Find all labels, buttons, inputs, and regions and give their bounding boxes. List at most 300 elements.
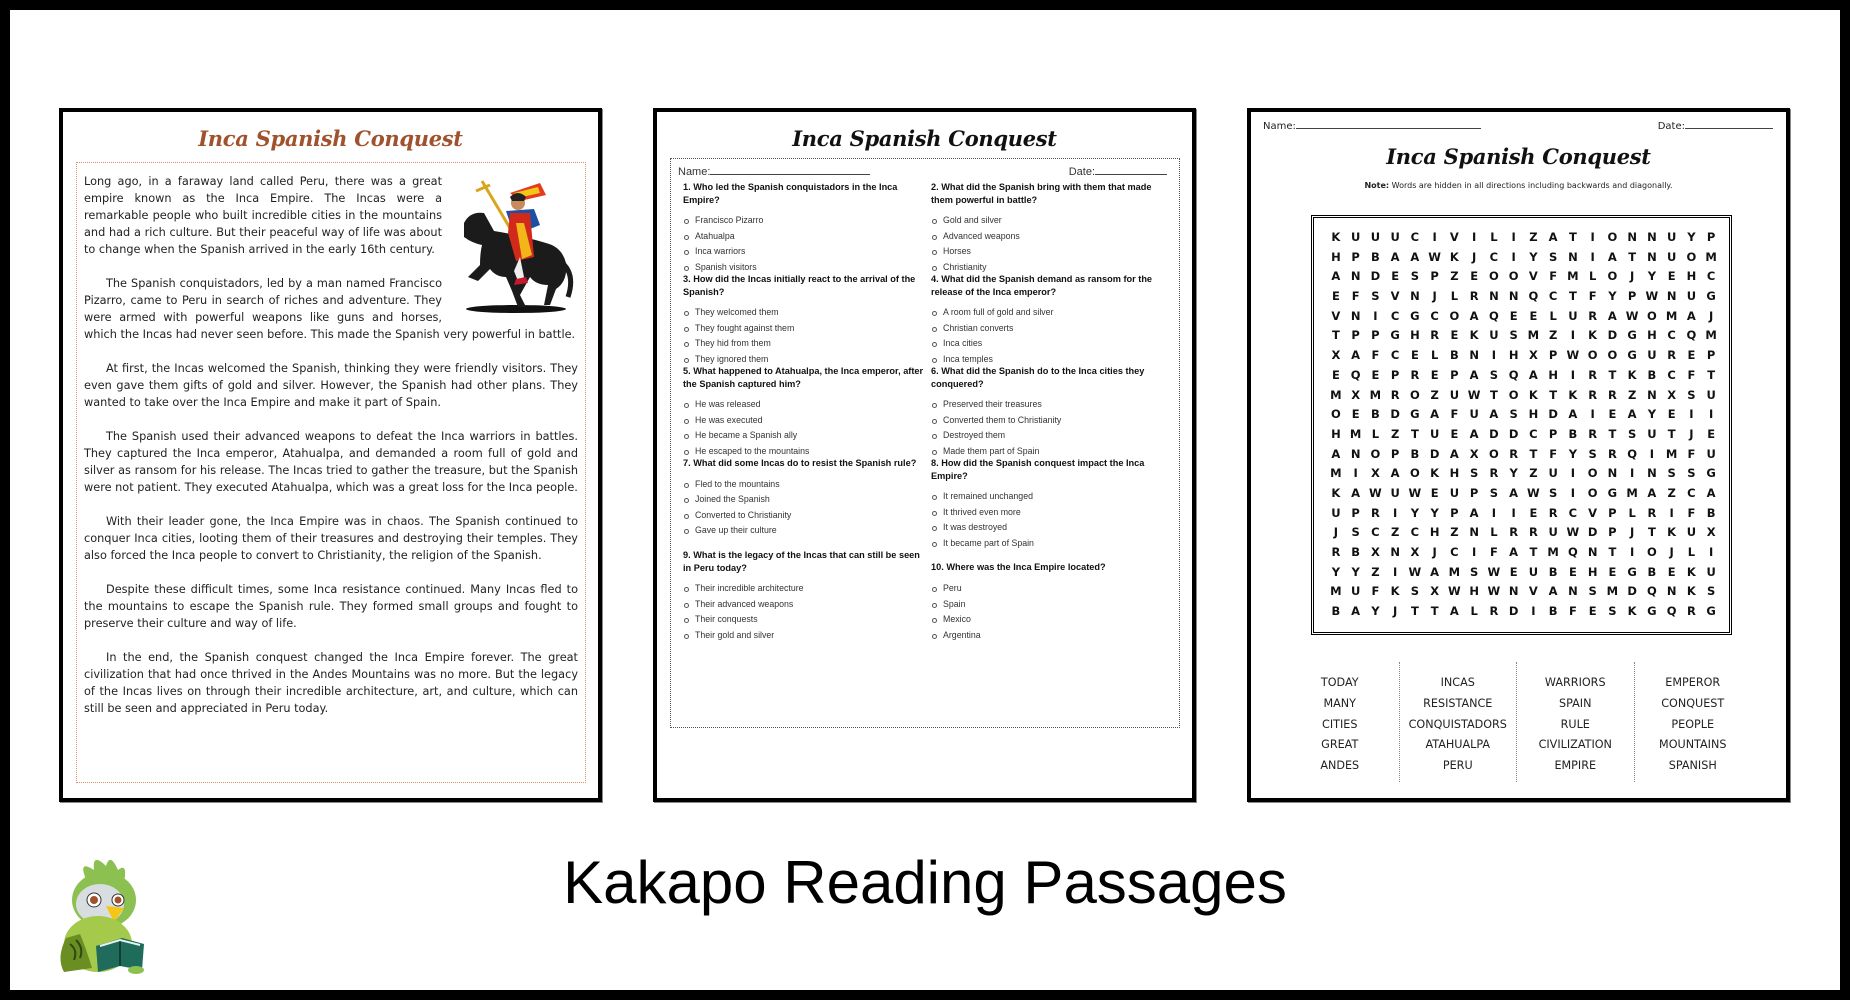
- grid-letter[interactable]: U: [1350, 230, 1361, 244]
- grid-letter[interactable]: F: [1568, 604, 1577, 619]
- grid-letter[interactable]: R: [1390, 387, 1400, 402]
- grid-letter[interactable]: O: [1607, 230, 1618, 244]
- grid-letter[interactable]: I: [1511, 230, 1516, 244]
- grid-letter[interactable]: N: [1647, 387, 1657, 402]
- grid-letter[interactable]: H: [1686, 269, 1697, 284]
- grid-letter[interactable]: Y: [1410, 505, 1420, 520]
- grid-letter[interactable]: I: [1629, 466, 1635, 481]
- grid-letter[interactable]: G: [1607, 485, 1618, 500]
- grid-letter[interactable]: P: [1351, 249, 1360, 264]
- grid-letter[interactable]: M: [1330, 584, 1342, 599]
- grid-letter[interactable]: P: [1450, 367, 1459, 382]
- grid-letter[interactable]: C: [1390, 348, 1400, 363]
- grid-letter[interactable]: J: [1669, 545, 1674, 559]
- grid-letter[interactable]: S: [1687, 466, 1696, 481]
- grid-letter[interactable]: H: [1429, 525, 1440, 540]
- grid-letter[interactable]: K: [1331, 230, 1341, 244]
- grid-letter[interactable]: N: [1410, 289, 1420, 304]
- grid-letter[interactable]: C: [1706, 269, 1716, 284]
- grid-letter[interactable]: A: [1607, 308, 1617, 323]
- grid-letter[interactable]: M: [1330, 466, 1342, 481]
- grid-letter[interactable]: E: [1529, 308, 1538, 323]
- grid-letter[interactable]: U: [1706, 387, 1716, 402]
- grid-letter[interactable]: F: [1549, 269, 1558, 284]
- grid-letter[interactable]: N: [1568, 249, 1578, 264]
- grid-letter[interactable]: C: [1390, 308, 1400, 323]
- grid-letter[interactable]: P: [1371, 328, 1380, 343]
- grid-letter[interactable]: R: [1647, 505, 1657, 520]
- grid-letter[interactable]: P: [1390, 446, 1400, 461]
- grid-letter[interactable]: A: [1430, 564, 1440, 579]
- answer-option[interactable]: Converted to Christianity: [683, 508, 925, 524]
- grid-letter[interactable]: M: [1665, 308, 1678, 323]
- grid-letter[interactable]: A: [1430, 407, 1440, 422]
- grid-letter[interactable]: I: [1590, 249, 1595, 264]
- answer-option[interactable]: Their incredible architecture: [683, 581, 925, 597]
- grid-letter[interactable]: M: [1567, 269, 1579, 284]
- grid-letter[interactable]: P: [1706, 230, 1716, 244]
- grid-letter[interactable]: K: [1686, 584, 1696, 599]
- grid-letter[interactable]: U: [1666, 230, 1677, 244]
- grid-letter[interactable]: N: [1627, 230, 1637, 244]
- grid-letter[interactable]: I: [1471, 545, 1477, 559]
- grid-letter[interactable]: U: [1706, 446, 1716, 461]
- grid-letter[interactable]: K: [1568, 387, 1578, 402]
- grid-letter[interactable]: F: [1588, 289, 1597, 304]
- grid-letter[interactable]: L: [1628, 505, 1636, 520]
- grid-letter[interactable]: F: [1371, 348, 1380, 363]
- grid-letter[interactable]: S: [1469, 564, 1479, 579]
- grid-letter[interactable]: I: [1353, 466, 1358, 481]
- grid-letter[interactable]: D: [1370, 269, 1381, 284]
- grid-letter[interactable]: M: [1626, 485, 1638, 500]
- grid-letter[interactable]: S: [1667, 466, 1676, 481]
- grid-letter[interactable]: E: [1608, 407, 1617, 422]
- grid-letter[interactable]: T: [1608, 367, 1617, 382]
- grid-letter[interactable]: P: [1627, 289, 1637, 304]
- answer-option[interactable]: Their conquests: [683, 612, 925, 628]
- grid-letter[interactable]: H: [1469, 584, 1479, 599]
- grid-letter[interactable]: R: [1588, 367, 1598, 382]
- grid-letter[interactable]: F: [1371, 584, 1380, 599]
- grid-letter[interactable]: E: [1509, 308, 1518, 323]
- grid-letter[interactable]: E: [1430, 367, 1439, 382]
- answer-option[interactable]: Made them part of Spain: [931, 444, 1171, 460]
- grid-letter[interactable]: S: [1489, 485, 1499, 500]
- grid-letter[interactable]: H: [1331, 249, 1341, 264]
- answer-option[interactable]: Gave up their culture: [683, 523, 925, 539]
- grid-letter[interactable]: G: [1706, 289, 1716, 304]
- grid-letter[interactable]: T: [1489, 387, 1498, 402]
- grid-letter[interactable]: E: [1667, 269, 1676, 284]
- grid-letter[interactable]: P: [1469, 485, 1479, 500]
- answer-option[interactable]: Inca warriors: [683, 244, 925, 260]
- grid-letter[interactable]: P: [1548, 348, 1558, 363]
- grid-letter[interactable]: A: [1449, 604, 1459, 619]
- answer-option[interactable]: Converted them to Christianity: [931, 413, 1171, 429]
- answer-option[interactable]: Inca temples: [931, 352, 1171, 368]
- grid-letter[interactable]: O: [1488, 269, 1499, 284]
- grid-letter[interactable]: W: [1566, 525, 1580, 540]
- grid-letter[interactable]: C: [1568, 505, 1578, 520]
- grid-letter[interactable]: P: [1548, 426, 1558, 441]
- answer-option[interactable]: They welcomed them: [683, 305, 925, 321]
- grid-letter[interactable]: B: [1410, 446, 1420, 461]
- answer-option[interactable]: Christianity: [931, 260, 1171, 276]
- grid-letter[interactable]: H: [1331, 426, 1341, 441]
- grid-letter[interactable]: N: [1607, 466, 1618, 481]
- grid-letter[interactable]: N: [1568, 584, 1578, 599]
- grid-letter[interactable]: K: [1469, 328, 1479, 343]
- grid-letter[interactable]: W: [1408, 485, 1422, 500]
- grid-letter[interactable]: M: [1665, 446, 1678, 461]
- grid-letter[interactable]: U: [1548, 525, 1558, 540]
- grid-letter[interactable]: F: [1489, 545, 1498, 559]
- grid-letter[interactable]: S: [1410, 584, 1420, 599]
- grid-letter[interactable]: I: [1570, 328, 1576, 343]
- grid-letter[interactable]: A: [1331, 446, 1341, 461]
- grid-letter[interactable]: A: [1627, 407, 1637, 422]
- grid-letter[interactable]: A: [1568, 407, 1578, 422]
- grid-letter[interactable]: X: [1469, 446, 1479, 461]
- grid-letter[interactable]: G: [1706, 466, 1716, 481]
- grid-letter[interactable]: I: [1669, 505, 1674, 520]
- grid-letter[interactable]: Q: [1488, 308, 1499, 323]
- grid-letter[interactable]: T: [1410, 604, 1419, 619]
- grid-letter[interactable]: W: [1527, 485, 1540, 500]
- grid-letter[interactable]: B: [1370, 407, 1380, 422]
- grid-letter[interactable]: R: [1331, 545, 1341, 559]
- grid-letter[interactable]: D: [1489, 426, 1499, 441]
- grid-letter[interactable]: M: [1349, 426, 1362, 441]
- grid-letter[interactable]: Q: [1686, 328, 1697, 343]
- grid-letter[interactable]: A: [1607, 249, 1617, 264]
- grid-letter[interactable]: U: [1706, 564, 1716, 579]
- grid-letter[interactable]: T: [1529, 446, 1538, 461]
- grid-letter[interactable]: T: [1608, 426, 1617, 441]
- grid-letter[interactable]: D: [1508, 604, 1519, 619]
- grid-letter[interactable]: M: [1547, 545, 1559, 559]
- grid-letter[interactable]: C: [1489, 249, 1499, 264]
- grid-letter[interactable]: O: [1488, 446, 1499, 461]
- grid-letter[interactable]: I: [1392, 564, 1398, 579]
- answer-option[interactable]: Horses: [931, 244, 1171, 260]
- grid-letter[interactable]: F: [1450, 407, 1459, 422]
- grid-letter[interactable]: U: [1429, 426, 1440, 441]
- answer-option[interactable]: Inca cities: [931, 336, 1171, 352]
- grid-letter[interactable]: B: [1647, 564, 1657, 579]
- grid-letter[interactable]: I: [1491, 348, 1497, 363]
- grid-letter[interactable]: M: [1330, 387, 1342, 402]
- grid-letter[interactable]: Y: [1351, 564, 1360, 579]
- grid-letter[interactable]: O: [1508, 387, 1519, 402]
- grid-letter[interactable]: M: [1705, 328, 1717, 343]
- grid-letter[interactable]: U: [1666, 249, 1677, 264]
- grid-letter[interactable]: N: [1666, 584, 1677, 599]
- grid-letter[interactable]: D: [1390, 407, 1400, 422]
- grid-letter[interactable]: O: [1508, 269, 1519, 284]
- grid-letter[interactable]: U: [1686, 289, 1697, 304]
- grid-letter[interactable]: V: [1528, 584, 1538, 599]
- grid-letter[interactable]: M: [1448, 564, 1461, 579]
- grid-letter[interactable]: I: [1531, 604, 1536, 619]
- answer-option[interactable]: It was destroyed: [931, 520, 1171, 536]
- answer-option[interactable]: A room full of gold and silver: [931, 305, 1171, 321]
- grid-letter[interactable]: G: [1390, 328, 1400, 343]
- grid-letter[interactable]: E: [1450, 426, 1459, 441]
- grid-letter[interactable]: C: [1450, 545, 1459, 559]
- grid-letter[interactable]: A: [1351, 604, 1361, 619]
- grid-letter[interactable]: Y: [1529, 249, 1538, 264]
- grid-letter[interactable]: N: [1647, 230, 1657, 244]
- grid-letter[interactable]: U: [1489, 328, 1499, 343]
- date-field[interactable]: [1685, 119, 1773, 129]
- grid-letter[interactable]: C: [1529, 426, 1538, 441]
- grid-letter[interactable]: D: [1587, 525, 1598, 540]
- grid-letter[interactable]: I: [1373, 308, 1378, 323]
- grid-letter[interactable]: B: [1351, 545, 1360, 559]
- grid-letter[interactable]: Z: [1371, 564, 1380, 579]
- grid-letter[interactable]: P: [1608, 525, 1617, 540]
- word-search-grid[interactable]: [1311, 215, 1732, 635]
- grid-letter[interactable]: H: [1647, 328, 1657, 343]
- grid-letter[interactable]: L: [1371, 426, 1380, 441]
- grid-letter[interactable]: F: [1687, 505, 1696, 520]
- grid-letter[interactable]: E: [1667, 407, 1676, 422]
- grid-letter[interactable]: X: [1351, 387, 1361, 402]
- grid-letter[interactable]: T: [1628, 249, 1637, 264]
- grid-letter[interactable]: B: [1647, 367, 1657, 382]
- grid-letter[interactable]: R: [1410, 367, 1420, 382]
- answer-option[interactable]: He was released: [683, 397, 925, 413]
- grid-letter[interactable]: I: [1570, 466, 1576, 481]
- grid-letter[interactable]: A: [1548, 584, 1558, 599]
- grid-letter[interactable]: O: [1409, 466, 1420, 481]
- grid-letter[interactable]: T: [1608, 545, 1617, 559]
- grid-letter[interactable]: T: [1568, 289, 1577, 304]
- grid-letter[interactable]: Z: [1390, 525, 1400, 540]
- grid-letter[interactable]: S: [1687, 387, 1696, 402]
- grid-letter[interactable]: A: [1647, 485, 1657, 500]
- grid-letter[interactable]: N: [1350, 446, 1361, 461]
- grid-letter[interactable]: N: [1469, 525, 1479, 540]
- grid-letter[interactable]: F: [1351, 289, 1360, 304]
- grid-letter[interactable]: C: [1687, 485, 1696, 500]
- grid-letter[interactable]: P: [1351, 505, 1360, 520]
- grid-letter[interactable]: C: [1430, 308, 1439, 323]
- grid-letter[interactable]: A: [1489, 407, 1499, 422]
- grid-letter[interactable]: I: [1649, 446, 1655, 461]
- grid-letter[interactable]: Y: [1331, 564, 1341, 579]
- grid-letter[interactable]: G: [1410, 308, 1420, 323]
- grid-letter[interactable]: K: [1449, 249, 1459, 264]
- grid-letter[interactable]: O: [1449, 308, 1460, 323]
- grid-letter[interactable]: Y: [1608, 289, 1617, 304]
- grid-letter[interactable]: R: [1607, 446, 1617, 461]
- grid-letter[interactable]: W: [1487, 584, 1501, 599]
- grid-letter[interactable]: A: [1528, 367, 1538, 382]
- grid-letter[interactable]: K: [1528, 387, 1538, 402]
- grid-letter[interactable]: Z: [1450, 525, 1459, 540]
- grid-letter[interactable]: Y: [1647, 407, 1657, 422]
- grid-letter[interactable]: V: [1528, 269, 1538, 284]
- grid-letter[interactable]: N: [1390, 545, 1400, 559]
- grid-letter[interactable]: G: [1627, 564, 1637, 579]
- grid-letter[interactable]: A: [1351, 348, 1361, 363]
- grid-letter[interactable]: L: [1470, 604, 1478, 619]
- grid-letter[interactable]: O: [1587, 485, 1598, 500]
- grid-letter[interactable]: O: [1587, 466, 1598, 481]
- grid-letter[interactable]: S: [1509, 407, 1518, 422]
- grid-letter[interactable]: S: [1588, 446, 1597, 461]
- grid-letter[interactable]: G: [1410, 407, 1420, 422]
- grid-letter[interactable]: J: [1629, 269, 1635, 284]
- grid-letter[interactable]: Z: [1529, 230, 1538, 244]
- grid-letter[interactable]: R: [1430, 328, 1440, 343]
- grid-letter[interactable]: N: [1508, 584, 1519, 599]
- grid-letter[interactable]: I: [1511, 249, 1516, 264]
- grid-letter[interactable]: D: [1548, 407, 1558, 422]
- grid-letter[interactable]: V: [1331, 308, 1341, 323]
- grid-letter[interactable]: R: [1489, 466, 1499, 481]
- grid-letter[interactable]: U: [1548, 466, 1558, 481]
- grid-letter[interactable]: I: [1708, 545, 1714, 559]
- grid-letter[interactable]: Q: [1528, 289, 1539, 304]
- grid-letter[interactable]: B: [1370, 249, 1380, 264]
- grid-letter[interactable]: Y: [1568, 446, 1578, 461]
- grid-letter[interactable]: I: [1511, 505, 1516, 520]
- answer-option[interactable]: Fled to the mountains: [683, 477, 925, 493]
- grid-letter[interactable]: F: [1687, 367, 1696, 382]
- grid-letter[interactable]: R: [1370, 505, 1380, 520]
- grid-letter[interactable]: Y: [1509, 466, 1518, 481]
- answer-option[interactable]: Atahualpa: [683, 229, 925, 245]
- grid-letter[interactable]: J: [1333, 525, 1339, 540]
- grid-letter[interactable]: W: [1408, 564, 1422, 579]
- grid-letter[interactable]: U: [1449, 485, 1460, 500]
- grid-letter[interactable]: Q: [1646, 584, 1657, 599]
- grid-letter[interactable]: H: [1508, 348, 1519, 363]
- grid-letter[interactable]: R: [1588, 426, 1598, 441]
- grid-letter[interactable]: T: [1549, 387, 1558, 402]
- grid-letter[interactable]: B: [1548, 564, 1558, 579]
- grid-letter[interactable]: O: [1686, 249, 1697, 264]
- grid-letter[interactable]: N: [1587, 545, 1598, 559]
- grid-letter[interactable]: X: [1430, 584, 1440, 599]
- grid-letter[interactable]: P: [1450, 505, 1459, 520]
- grid-letter[interactable]: S: [1410, 269, 1420, 284]
- grid-letter[interactable]: K: [1686, 564, 1696, 579]
- grid-letter[interactable]: T: [1529, 545, 1538, 559]
- grid-letter[interactable]: X: [1528, 348, 1538, 363]
- grid-letter[interactable]: D: [1429, 446, 1440, 461]
- grid-letter[interactable]: P: [1351, 328, 1360, 343]
- grid-letter[interactable]: B: [1449, 348, 1459, 363]
- grid-letter[interactable]: E: [1351, 407, 1360, 422]
- grid-letter[interactable]: U: [1390, 230, 1400, 244]
- grid-letter[interactable]: Q: [1567, 545, 1578, 559]
- grid-letter[interactable]: R: [1469, 289, 1479, 304]
- grid-letter[interactable]: T: [1568, 230, 1577, 244]
- grid-letter[interactable]: D: [1607, 328, 1618, 343]
- grid-letter[interactable]: A: [1469, 505, 1479, 520]
- grid-letter[interactable]: K: [1390, 584, 1400, 599]
- answer-option[interactable]: It became part of Spain: [931, 536, 1171, 552]
- grid-letter[interactable]: X: [1331, 348, 1341, 363]
- grid-letter[interactable]: A: [1469, 367, 1479, 382]
- grid-letter[interactable]: S: [1489, 367, 1499, 382]
- grid-letter[interactable]: Q: [1350, 367, 1361, 382]
- grid-letter[interactable]: G: [1627, 328, 1637, 343]
- grid-letter[interactable]: A: [1548, 230, 1558, 244]
- grid-letter[interactable]: R: [1607, 387, 1617, 402]
- grid-letter[interactable]: W: [1448, 584, 1461, 599]
- answer-option[interactable]: They hid from them: [683, 336, 925, 352]
- grid-letter[interactable]: E: [1410, 348, 1419, 363]
- grid-letter[interactable]: H: [1528, 407, 1539, 422]
- grid-letter[interactable]: Y: [1647, 269, 1657, 284]
- grid-letter[interactable]: I: [1590, 230, 1595, 244]
- grid-letter[interactable]: A: [1351, 485, 1361, 500]
- grid-letter[interactable]: Z: [1548, 328, 1558, 343]
- grid-letter[interactable]: Z: [1667, 485, 1676, 500]
- grid-letter[interactable]: J: [1432, 545, 1437, 559]
- answer-option[interactable]: He became a Spanish ally: [683, 428, 925, 444]
- grid-letter[interactable]: T: [1647, 525, 1656, 540]
- grid-letter[interactable]: L: [1490, 525, 1498, 540]
- grid-letter[interactable]: S: [1548, 485, 1558, 500]
- grid-letter[interactable]: N: [1489, 289, 1499, 304]
- grid-letter[interactable]: L: [1430, 348, 1439, 363]
- grid-letter[interactable]: E: [1608, 564, 1617, 579]
- grid-letter[interactable]: W: [1369, 485, 1382, 500]
- grid-letter[interactable]: X: [1410, 545, 1420, 559]
- grid-letter[interactable]: G: [1627, 348, 1637, 363]
- grid-letter[interactable]: K: [1588, 328, 1598, 343]
- grid-letter[interactable]: Z: [1627, 387, 1637, 402]
- grid-letter[interactable]: K: [1627, 604, 1637, 619]
- grid-letter[interactable]: M: [1705, 249, 1717, 264]
- grid-letter[interactable]: R: [1528, 525, 1538, 540]
- answer-option[interactable]: Spanish visitors: [683, 260, 925, 276]
- grid-letter[interactable]: S: [1608, 604, 1617, 619]
- answer-option[interactable]: He was executed: [683, 413, 925, 429]
- grid-letter[interactable]: U: [1350, 584, 1361, 599]
- grid-letter[interactable]: E: [1588, 604, 1597, 619]
- grid-letter[interactable]: B: [1568, 426, 1578, 441]
- grid-letter[interactable]: R: [1509, 446, 1519, 461]
- grid-letter[interactable]: N: [1469, 348, 1479, 363]
- grid-letter[interactable]: L: [1490, 230, 1498, 244]
- grid-letter[interactable]: J: [1432, 289, 1437, 304]
- grid-letter[interactable]: D: [1508, 426, 1519, 441]
- grid-letter[interactable]: G: [1706, 604, 1716, 619]
- grid-letter[interactable]: E: [1707, 426, 1716, 441]
- grid-letter[interactable]: Y: [1371, 604, 1380, 619]
- grid-letter[interactable]: P: [1706, 348, 1716, 363]
- grid-letter[interactable]: E: [1430, 485, 1439, 500]
- grid-letter[interactable]: B: [1548, 604, 1558, 619]
- grid-letter[interactable]: R: [1686, 604, 1696, 619]
- grid-letter[interactable]: Q: [1666, 604, 1677, 619]
- grid-letter[interactable]: I: [1629, 545, 1635, 559]
- grid-letter[interactable]: O: [1607, 348, 1618, 363]
- grid-letter[interactable]: Z: [1450, 269, 1459, 284]
- grid-letter[interactable]: W: [1487, 564, 1501, 579]
- grid-letter[interactable]: A: [1390, 466, 1400, 481]
- grid-letter[interactable]: E: [1450, 328, 1459, 343]
- answer-option[interactable]: Christian converts: [931, 321, 1171, 337]
